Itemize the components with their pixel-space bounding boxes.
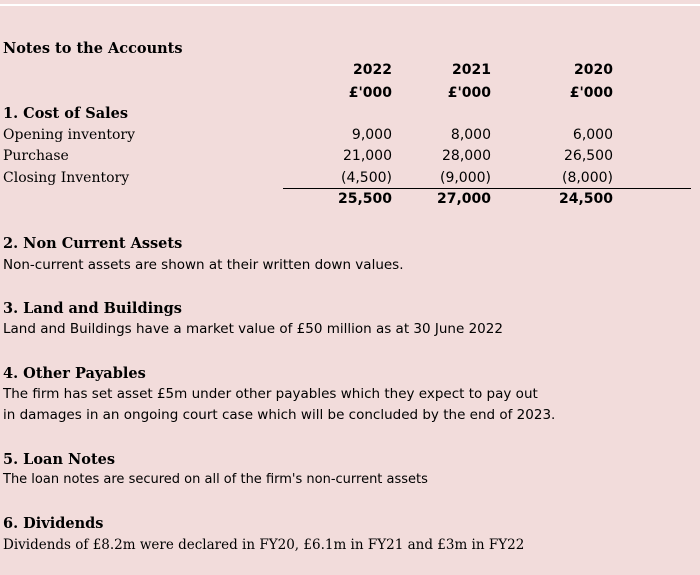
- note4-text-line1: The firm has set asset £5m under other payables which they expect to pay out: [3, 386, 538, 402]
- cell-purchase-2022: 21,000: [343, 148, 392, 164]
- note3-heading: 3. Land and Buildings: [3, 300, 182, 317]
- year-header-2021: 2021: [452, 62, 491, 78]
- page-title: Notes to the Accounts: [3, 40, 183, 57]
- subtotal-rule: [283, 188, 691, 189]
- row-label-opening-inventory: Opening inventory: [3, 127, 136, 143]
- note6-text: Dividends of £8.2m were declared in FY20, £6.1m in FY21 and £3m in FY22: [3, 537, 525, 553]
- total-2022: 25,500: [337, 191, 392, 207]
- note4-text-line2: in damages in an ongoing court case which will be concluded by the end of 2023.: [3, 407, 556, 423]
- unit-header-2022: £'000: [348, 85, 392, 101]
- cell-closing-2020: (8,000): [561, 170, 613, 186]
- year-header-2020: 2020: [574, 62, 613, 78]
- note5-text: The loan notes are secured on all of the firm's non-current assets: [3, 472, 428, 487]
- note5-heading: 5. Loan Notes: [3, 451, 116, 468]
- unit-header-2020: £'000: [569, 85, 613, 101]
- top-border: [0, 4, 700, 6]
- note4-heading: 4. Other Payables: [3, 365, 146, 382]
- year-header-2022: 2022: [353, 62, 392, 78]
- row-label-closing-inventory: Closing Inventory: [3, 170, 130, 186]
- cell-purchase-2020: 26,500: [564, 148, 613, 164]
- unit-header-2021: £'000: [447, 85, 491, 101]
- total-2021: 27,000: [436, 191, 491, 207]
- cell-opening-2020: 6,000: [572, 127, 613, 143]
- total-2020: 24,500: [558, 191, 613, 207]
- note2-text: Non-current assets are shown at their written down values.: [3, 257, 404, 273]
- cell-opening-2021: 8,000: [450, 127, 491, 143]
- note2-heading: 2. Non Current Assets: [3, 235, 183, 252]
- note3-text: Land and Buildings have a market value of £50 million as at 30 June 2022: [3, 321, 503, 337]
- cell-purchase-2021: 28,000: [442, 148, 491, 164]
- cell-closing-2021: (9,000): [439, 170, 491, 186]
- note1-heading: 1. Cost of Sales: [3, 105, 129, 122]
- cell-opening-2022: 9,000: [351, 127, 392, 143]
- row-label-purchase: Purchase: [3, 148, 69, 164]
- note6-heading: 6. Dividends: [3, 515, 104, 532]
- cell-closing-2022: (4,500): [340, 170, 392, 186]
